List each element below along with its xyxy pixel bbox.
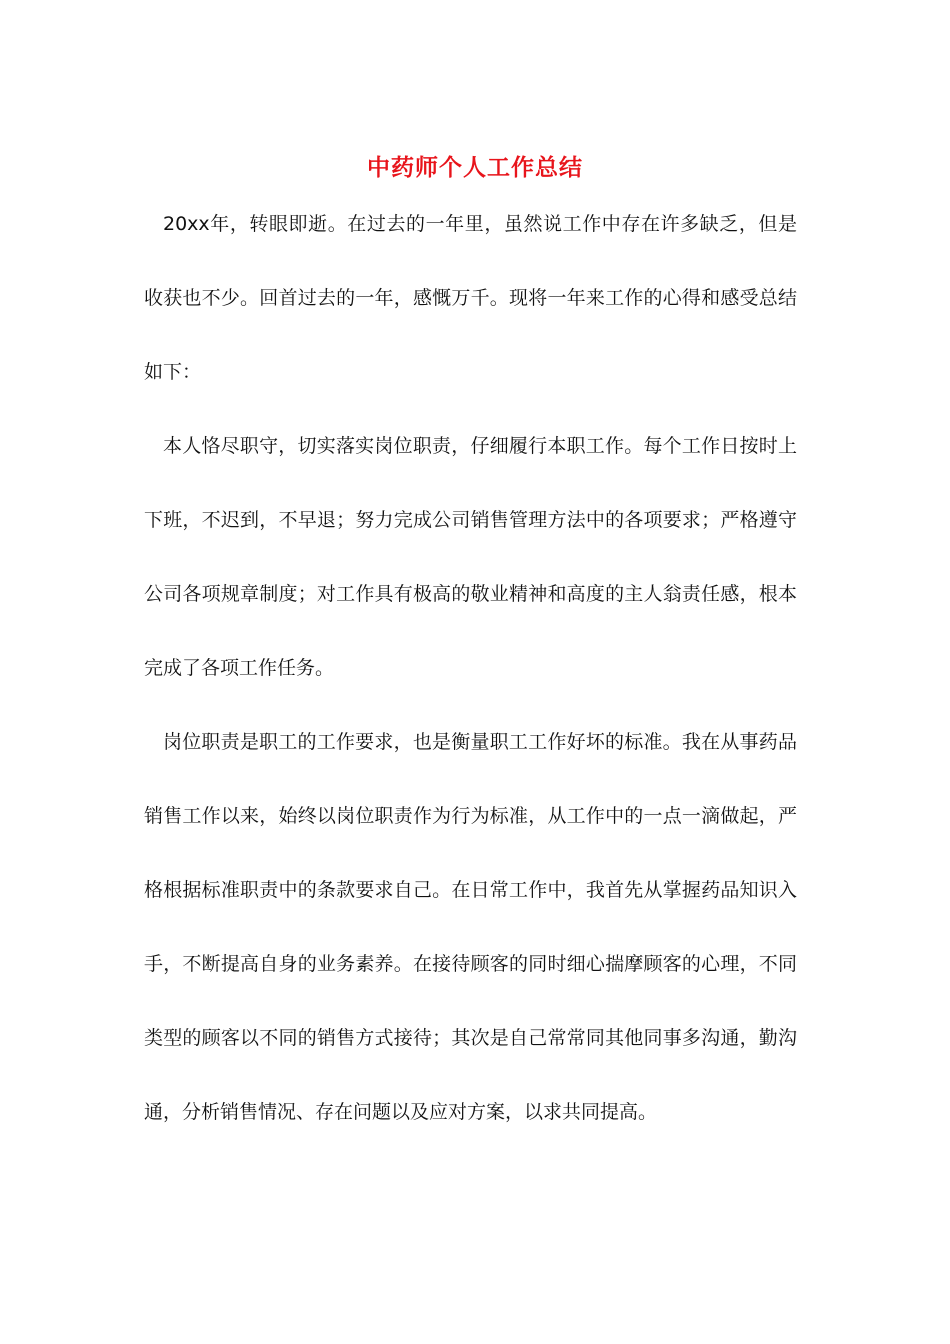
document-body: [144, 187, 797, 1149]
paragraph-responsibilities: 岗位职责是职工的工作要求，也是衡量职工工作好坏的标准。我在从事药品销售工作以来，始终以岗位职责作为行为标准，从工作中的一点一滴做起，严格根据标准职责中的条款要求自己。在日常工作中，我首先从掌握药品知识入手，不断提高自身的业务素养。在接待顾客的同时细心揣摩顾客的心理，不同类型的顾客以不同的销售方式接待；其次是自己常常同其他同事多沟通，勤沟通，分析销售情况、存在问题以及应对方案，以求共同提高。: [144, 731, 797, 1123]
paragraph-intro: 20xx年，转眼即逝。在过去的一年里，虽然说工作中存在许多缺乏，但是收获也不少。回首过去的一年，感慨万千。现将一年来工作的心得和感受总结如下：: [144, 213, 797, 383]
document-title: 中药师个人工作总结: [367, 154, 583, 181]
paragraph-duties: 本人恪尽职守，切实落实岗位职责，仔细履行本职工作。每个工作日按时上下班，不迟到，不早退；努力完成公司销售管理方法中的各项要求；严格遵守公司各项规章制度；对工作具有极高的敬业精神和高度的主人翁责任感，根本完成了各项工作任务。: [144, 435, 797, 679]
